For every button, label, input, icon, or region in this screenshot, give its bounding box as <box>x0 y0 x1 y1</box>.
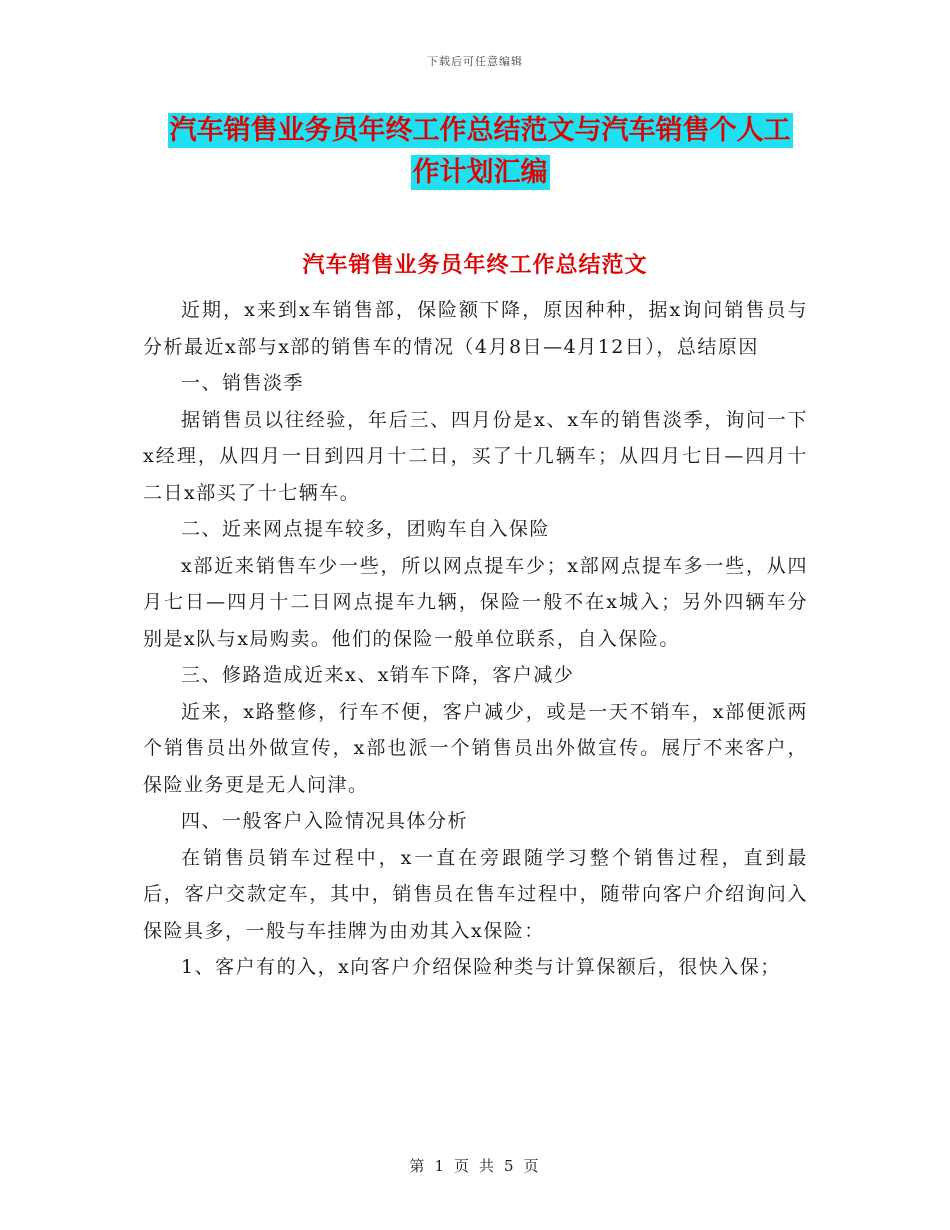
paragraph: 近来，x路整修，行车不便，客户减少，或是一天不销车，x部便派两个销售员出外做宣传，x部也派一个销售员出外做宣传。展厅不来客户，保险业务更是无人问津。 <box>143 700 808 796</box>
heading-paragraph: 一、销售淡季 <box>181 372 305 394</box>
header-note: 下载后可任意编辑 <box>427 55 523 68</box>
heading-paragraph: 三、修路造成近来x、x销车下降，客户减少 <box>181 664 575 686</box>
footer-page-label: 页 <box>453 1157 471 1175</box>
document-title <box>140 110 820 194</box>
document-title-line-1: 汽车销售业务员年终工作总结范文与汽车销售个人工 <box>169 115 791 146</box>
paragraph: 在销售员销车过程中，x一直在旁跟随学习整个销售过程，直到最后，客户交款定车，其中，销售员在售车过程中，随带向客户介绍询问入保险具多，一般与车挂牌为由劝其入x保险： <box>143 846 808 942</box>
body-text <box>143 292 808 986</box>
heading-paragraph: 四、一般客户入险情况具体分析 <box>181 810 469 832</box>
footer-prefix: 第 <box>409 1157 427 1175</box>
current-page-number: 1 <box>434 1157 446 1175</box>
paragraph: 近期，x来到x车销售部，保险额下降，原因种种，据x询问销售员与分析最近x部与x部的销售车的情况（4月8日—4月12日），总结原因 <box>143 299 808 358</box>
document-title-line-2: 作计划汇编 <box>412 157 548 188</box>
section-title: 汽车销售业务员年终工作总结范文 <box>302 253 648 278</box>
total-page-count: 5 <box>504 1157 516 1175</box>
footer-suffix: 页 <box>523 1157 541 1175</box>
footer-total-prefix: 共 <box>479 1157 497 1175</box>
paragraph: x部近来销售车少一些，所以网点提车少；x部网点提车多一些，从四月七日—四月十二日网点提车九辆，保险一般不在x城入；另外四辆车分别是x队与x局购卖。他们的保险一般单位联系，自入保险。 <box>143 554 808 650</box>
page-footer <box>0 1155 950 1176</box>
heading-paragraph: 二、近来网点提车较多，团购车自入保险 <box>181 518 551 540</box>
paragraph: 据销售员以往经验，年后三、四月份是x、x车的销售淡季，询问一下x经理，从四月一日到四月十二日，买了十几辆车；从四月七日—四月十二日x部买了十七辆车。 <box>143 408 808 504</box>
list-item-paragraph: 1、客户有的入，x向客户介绍保险种类与计算保额后，很快入保； <box>181 956 781 978</box>
